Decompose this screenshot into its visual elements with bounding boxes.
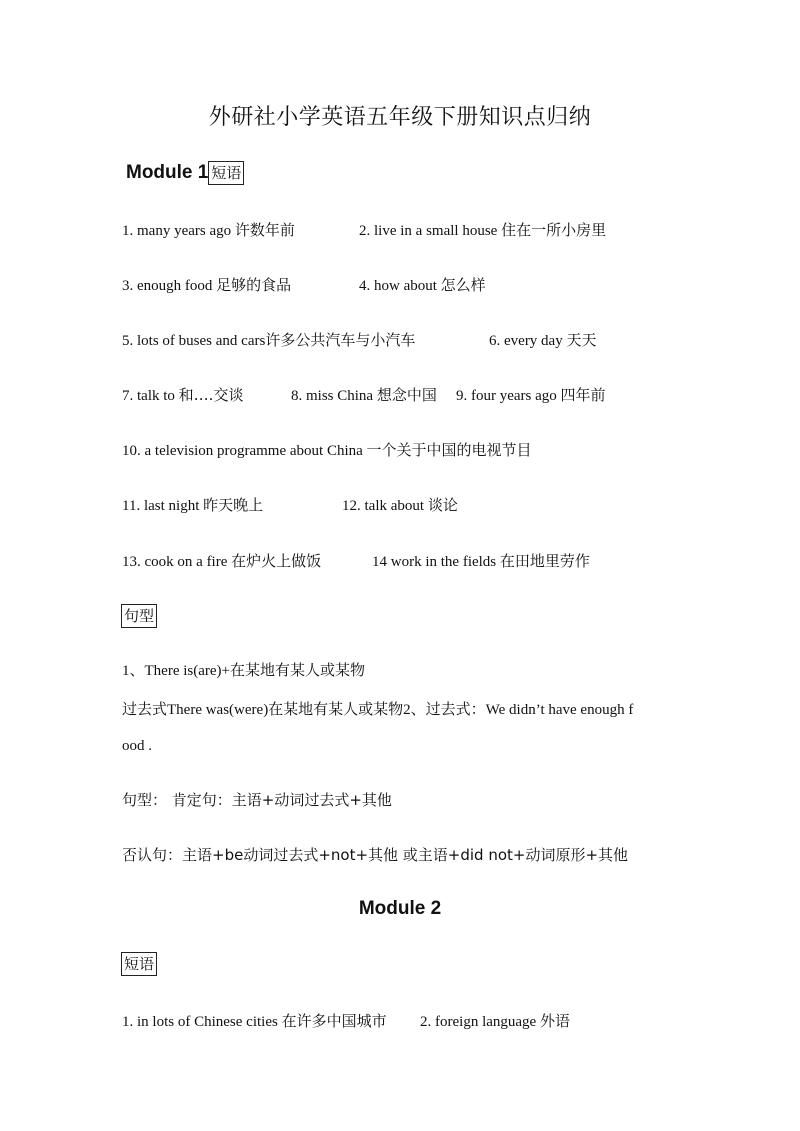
phrase-en: 1. in lots of Chinese cities xyxy=(122,1014,282,1030)
phrase-9 xyxy=(456,384,606,405)
phrase-cn: 足够的食品 xyxy=(216,276,292,294)
phrase-4 xyxy=(359,274,486,295)
phrase-cn: 四年前 xyxy=(560,386,606,404)
phrase-8 xyxy=(291,384,437,405)
module2-heading: Module 2 xyxy=(358,898,442,919)
phrase-7 xyxy=(122,384,243,405)
phrase-1 xyxy=(122,219,295,240)
m2-phrase-2 xyxy=(420,1010,570,1031)
phrase-cn: 一个关于中国的电视节目 xyxy=(366,441,532,459)
phrase-10 xyxy=(122,439,532,460)
phrase-en: 2. foreign language xyxy=(420,1014,540,1030)
phrase-3 xyxy=(122,274,291,295)
phrase-cn: 住在一所小房里 xyxy=(501,221,607,239)
phrase-en: 7. talk to xyxy=(122,388,179,404)
phrase-en: 8. miss China xyxy=(291,388,377,404)
phrase-en: 14 work in the fields xyxy=(372,554,500,570)
sentence-affirmative: 句型： 肯定句：主语+动词过去式+其他 xyxy=(122,791,392,809)
sentence-1: 1、There is(are)+在某地有某人或某物 xyxy=(122,663,365,679)
phrase-en: 6. every day xyxy=(489,333,567,349)
phrase-en: 10. a television programme about China xyxy=(122,443,367,459)
sentence-2: 过去式There was(were)在某地有某人或某物2、过去式：We didn’t have enough f xyxy=(122,702,634,718)
phrase-en: 1. many years ago xyxy=(122,223,235,239)
module2-phrases-tag: 短语 xyxy=(121,952,157,976)
phrase-cn: 许多公共汽车与小汽车 xyxy=(265,331,416,349)
sentence-2-continued: ood . xyxy=(122,738,152,754)
phrase-cn: 在许多中国城市 xyxy=(281,1012,387,1030)
phrase-en: 12. talk about xyxy=(342,498,428,514)
phrase-2 xyxy=(359,219,606,240)
phrase-6 xyxy=(489,329,596,350)
m2-phrase-1 xyxy=(122,1010,387,1031)
phrase-en: 11. last night xyxy=(122,498,204,514)
phrase-cn: 和….交谈 xyxy=(178,386,244,404)
phrase-5 xyxy=(122,329,415,350)
phrase-en: 3. enough food xyxy=(122,278,217,294)
module1-sentence-tag: 句型 xyxy=(121,604,157,628)
sentence-section-header xyxy=(121,604,157,628)
module1-phrases-tag: 短语 xyxy=(208,161,244,185)
module2-phrases-header xyxy=(121,952,157,976)
phrase-cn: 想念中国 xyxy=(376,386,437,404)
module1-heading-row xyxy=(126,161,244,185)
phrase-en: 13. cook on a fire xyxy=(122,554,232,570)
document-title: 外研社小学英语五年级下册知识点归纳 xyxy=(208,104,592,129)
phrase-cn: 在田地里劳作 xyxy=(499,552,590,570)
phrase-cn: 在炉火上做饭 xyxy=(231,552,322,570)
phrase-14 xyxy=(372,550,590,571)
phrase-en: 5. lots of buses and cars xyxy=(122,333,266,349)
phrase-11 xyxy=(122,494,263,515)
phrase-en: 2. live in a small house xyxy=(359,223,502,239)
module1-heading: Module 1 xyxy=(126,162,209,183)
phrase-cn: 怎么样 xyxy=(440,276,486,294)
phrase-cn: 许数年前 xyxy=(234,221,295,239)
phrase-cn: 外语 xyxy=(539,1012,570,1030)
phrase-en: 4. how about xyxy=(359,278,441,294)
phrase-12 xyxy=(342,494,458,515)
phrase-cn: 谈论 xyxy=(427,496,458,514)
phrase-13 xyxy=(122,550,321,571)
phrase-cn: 昨天晚上 xyxy=(203,496,264,514)
phrase-en: 9. four years ago xyxy=(456,388,561,404)
sentence-negative: 否认句：主语+be动词过去式+not+其他 或主语+did not+动词原形+其他 xyxy=(122,846,629,864)
phrase-cn: 天天 xyxy=(566,331,597,349)
